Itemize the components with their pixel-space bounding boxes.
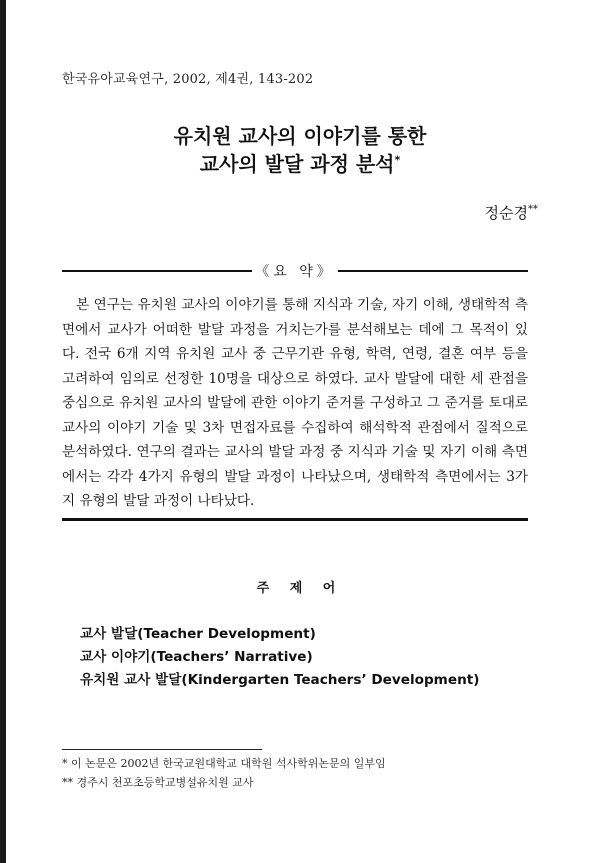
- author-footnote-mark: **: [528, 204, 538, 215]
- footnote-1: * 이 논문은 2002년 한국교원대학교 대학원 석사학위논문의 일부임: [62, 757, 386, 770]
- keywords-list: [80, 623, 479, 692]
- abstract-text: 본 연구는 유치원 교사의 이야기를 통해 지식과 기술, 자기 이해, 생태학적 측면에서 교사가 어떠한 발달 과정을 거치는가를 분석해보는 데에 그 목적이 있다. 전국 6개 지역 유치원 교사 중 근무기관 유형, 학력, 연령, 결혼 여부 등을 고려하여 임의로 선정한 10명을 대상으로 하였다. 교사 발달에 대한 세 관점을 중심으로 유치원 교사의 발달에 관한 이야기 준거를 구성하고 그 준거를 토대로 교사의 이야기 기술 및 3차 면접자료를 수집하여 해석학적 관점에서 질적으로 분석하였다. 연구의 결과는 교사의 발달 과정 중 지식과 기술 및 자기 이해 측면에서는 각각 4가지 유형의 발달 과정이 나타났으며, 생태학적 측면에서는 3가지 유형의 발달 과정이 나타났다.: [62, 297, 528, 509]
- title-footnote-mark: *: [394, 153, 401, 167]
- abstract-bottom-rule: [62, 518, 528, 521]
- title-line-2: [0, 148, 600, 177]
- journal-citation: 한국유아교육연구, 2002, 제4권, 143-202: [62, 72, 314, 87]
- summary-rule-left: [62, 270, 252, 272]
- summary-rule-right: [338, 270, 528, 272]
- summary-heading: 《요 약》: [255, 264, 335, 280]
- footnote-rule: [62, 749, 262, 750]
- footnotes: [62, 754, 386, 792]
- author: [485, 202, 538, 223]
- author-name: 정순경: [484, 204, 528, 222]
- keywords-heading: 주 제 어: [256, 581, 344, 596]
- title-line-1: 유치원 교사의 이야기를 통한: [173, 124, 427, 148]
- keyword-item: 유치원 교사 발달(Kindergarten Teachers’ Development): [80, 672, 480, 688]
- footnote-2: ** 경주시 천포초등학교병설유치원 교사: [62, 776, 254, 789]
- keyword-item: 교사 발달(Teacher Development): [80, 626, 316, 642]
- keyword-item: 교사 이야기(Teachers’ Narrative): [80, 649, 313, 665]
- title-line-2-text: 교사의 발달 과정 분석: [199, 152, 395, 176]
